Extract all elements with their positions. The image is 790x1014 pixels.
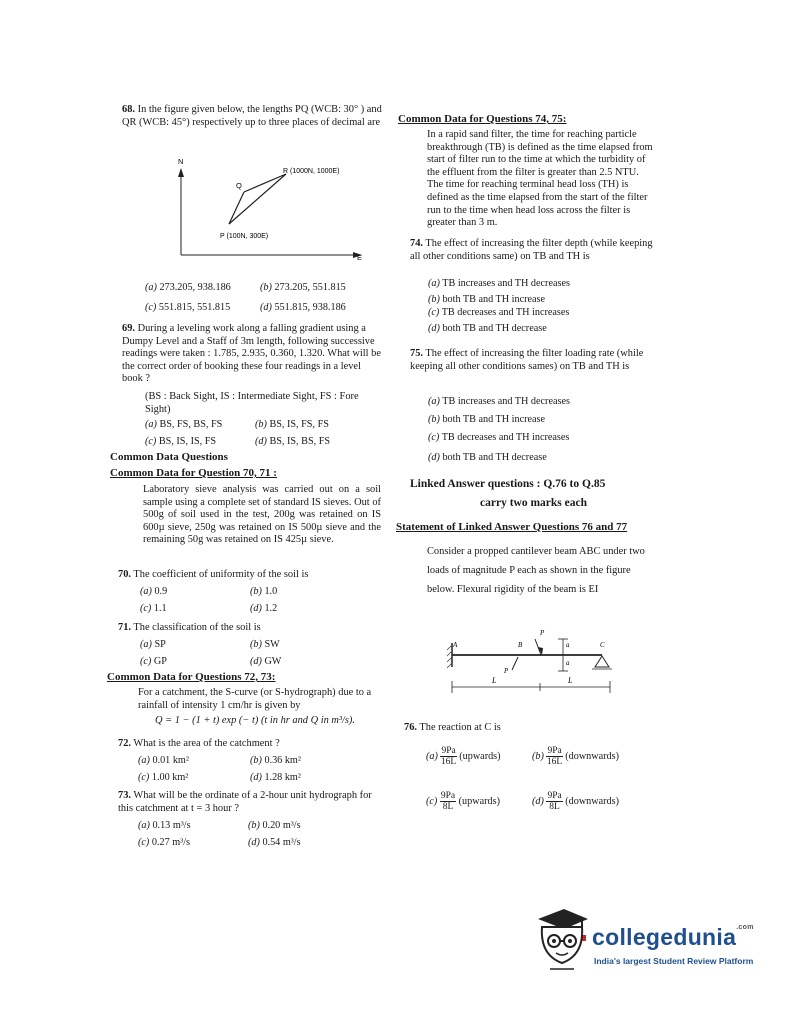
beam-figure	[440, 625, 630, 705]
label-p2: P	[504, 667, 509, 675]
option-71c[interactable]: (c) GP	[140, 656, 167, 667]
option-70c[interactable]: (c) 1.1	[140, 603, 167, 614]
question-76: 76. The reaction at C is	[404, 722, 501, 733]
option-69d[interactable]: (d) BS, IS, BS, FS	[255, 436, 331, 447]
question-number: 68.	[122, 104, 135, 115]
option-74c[interactable]: (c) TB decreases and TH increases	[428, 307, 570, 318]
option-69b[interactable]: (b) BS, IS, FS, FS	[255, 419, 329, 430]
option-75d[interactable]: (d) both TB and TH decrease	[428, 452, 547, 463]
option-73d[interactable]: (d) 0.54 m³/s	[248, 837, 301, 848]
question-68	[122, 104, 390, 129]
label-c: C	[600, 641, 605, 649]
traverse-figure	[150, 150, 375, 265]
option-75c[interactable]: (c) TB decreases and TH increases	[428, 432, 570, 443]
label-n: N	[178, 157, 184, 166]
linked-heading-line2: carry two marks each	[480, 497, 587, 509]
option-72b[interactable]: (b) 0.36 km²	[250, 755, 301, 766]
option-68d[interactable]: (d) 551.815, 938.186	[260, 302, 346, 313]
option-72a[interactable]: (a) 0.01 km²	[138, 755, 189, 766]
brand-name: collegedunia$^{.com}$	[592, 924, 754, 950]
option-73c[interactable]: (c) 0.27 m³/s	[138, 837, 191, 848]
label-l2: L	[568, 676, 573, 685]
option-70d[interactable]: (d) 1.2	[250, 603, 278, 614]
line-pq	[229, 192, 244, 224]
option-72c[interactable]: (c) 1.00 km²	[138, 772, 189, 783]
linked-statement-heading: Statement of Linked Answer Questions 76 and 77	[396, 521, 628, 533]
option-68a[interactable]: (a) 273.205, 938.186	[145, 282, 231, 293]
common-data-74-75-heading: Common Data for Questions 74, 75:	[398, 113, 567, 125]
option-75b[interactable]: (b) both TB and TH increase	[428, 414, 546, 425]
question-73: 73. What will be the ordinate of a 2-hour unit hydrograph for this catchment at t = 3 hour ?	[118, 790, 372, 814]
label-a-dim: a	[566, 641, 570, 649]
option-75a[interactable]: (a) TB increases and TH decreases	[428, 396, 570, 407]
question-69: 69. During a leveling work along a falling gradient using a Dumpy Level and a Staff of 3m length, following successive readings were taken : 1.785, 2.935, 0.360, 1.320. What will be the correct order of booking these four readings in a level book ?	[122, 323, 381, 385]
collegedunia-mascot-icon	[530, 905, 592, 975]
label-b: B	[518, 641, 523, 649]
common-data-70-71-text: Laboratory sieve analysis was carried out on a soil sample using a complete set of standard IS sieves. Out of 500g of soil used in the test, 200g was retained on IS 600µ sieve, 250g was retained on IS 500µ sieve and the remaining 50g was retained on IS 425µ sieve.	[143, 484, 381, 546]
label-r: R (1000N, 1000E)	[283, 168, 340, 175]
common-data-72-73-text: For a catchment, the S-curve (or S-hydrograph) due to a rainfall of intensity 1 cm/hr is given by	[138, 687, 372, 711]
linked-heading-line1: Linked Answer questions : Q.76 to Q.85	[410, 478, 606, 490]
option-72d[interactable]: (d) 1.28 km²	[250, 772, 301, 783]
option-74b[interactable]: (b) both TB and TH increase	[428, 294, 546, 305]
label-q: Q	[236, 181, 242, 190]
option-69c[interactable]: (c) BS, IS, IS, FS	[145, 436, 217, 447]
linked-statement-text: Consider a propped cantilever beam ABC under two loads of magnitude P each as shown in the figure below. Flexural rigidity of the beam is EI	[427, 546, 645, 595]
option-71a[interactable]: (a) SP	[140, 639, 166, 650]
option-76c[interactable]: (c) $\frac{9Pa}{8L}$ (upwards)	[426, 791, 500, 812]
label-p: P (100N, 300E)	[220, 233, 269, 240]
question-69-note: (BS : Back Sight, IS : Intermediate Sight, FS : Fore Sight)	[145, 391, 359, 415]
option-74d[interactable]: (d) both TB and TH decrease	[428, 323, 547, 334]
label-a-dim2: a	[566, 659, 570, 667]
option-69a[interactable]: (a) BS, FS, BS, FS	[145, 419, 223, 430]
line-qr	[244, 174, 286, 192]
option-71b[interactable]: (b) SW	[250, 639, 280, 650]
label-e: E	[357, 253, 363, 262]
option-76b[interactable]: (b) $\frac{9Pa}{16L}$ (downwards)	[532, 746, 619, 767]
common-data-70-71-heading: Common Data for Question 70, 71 :	[110, 467, 277, 479]
label-a: A	[453, 641, 458, 649]
option-71d[interactable]: (d) GW	[250, 656, 282, 667]
question-text: In the figure given below, the lengths PQ (WCB: 30° ) and QR (WCB: 45°) respectively up to three places of decimal are	[122, 104, 382, 128]
option-74a[interactable]: (a) TB increases and TH decreases	[428, 278, 570, 289]
question-71: 71. The classification of the soil is	[118, 622, 261, 633]
common-data-74-75-text: In a rapid sand filter, the time for reaching particle breakthrough (TB) is defined as the time elapsed from start of filter run to the time at which the turbidity of the effluent from the filter is greater than 2.5 NTU. The time for reaching terminal head loss (TH) is defined as the time elapsed from the start of the filter run to the time when head loss across the filter is greater than 3 m.	[427, 129, 653, 229]
option-70b[interactable]: (b) 1.0	[250, 586, 278, 597]
common-data-heading: Common Data Questions	[110, 451, 228, 463]
option-73b[interactable]: (b) 0.20 m³/s	[248, 820, 301, 831]
option-70a[interactable]: (a) 0.9	[140, 586, 168, 597]
common-data-72-73-formula: Q = 1 − (1 + t) exp (− t) (t in hr and Q in m³/s).	[155, 715, 355, 726]
question-74: 74. The effect of increasing the filter depth (while keeping all other conditions same) on TB and TH is	[410, 238, 653, 262]
option-76d[interactable]: (d) $\frac{9Pa}{8L}$ (downwards)	[532, 791, 619, 812]
question-75: 75. The effect of increasing the filter loading rate (while keeping all other conditions sames) on TB and TH is	[410, 348, 644, 372]
north-arrow	[178, 168, 184, 177]
option-76a[interactable]: (a) $\frac{9Pa}{16L}$ (upwards)	[426, 746, 501, 767]
common-data-72-73-heading: Common Data for Questions 72, 73:	[107, 671, 276, 683]
brand-tagline: India's largest Student Review Platform	[594, 956, 754, 966]
question-70: 70. The coefficient of uniformity of the soil is	[118, 569, 309, 580]
load-p2-arrow	[512, 657, 518, 670]
option-73a[interactable]: (a) 0.13 m³/s	[138, 820, 191, 831]
roller-support-c	[595, 656, 609, 667]
question-72: 72. What is the area of the catchment ?	[118, 738, 280, 749]
option-68b[interactable]: (b) 273.205, 551.815	[260, 282, 346, 293]
option-68c[interactable]: (c) 551.815, 551.815	[145, 302, 231, 313]
label-p1: P	[540, 629, 545, 637]
label-l1: L	[492, 676, 497, 685]
